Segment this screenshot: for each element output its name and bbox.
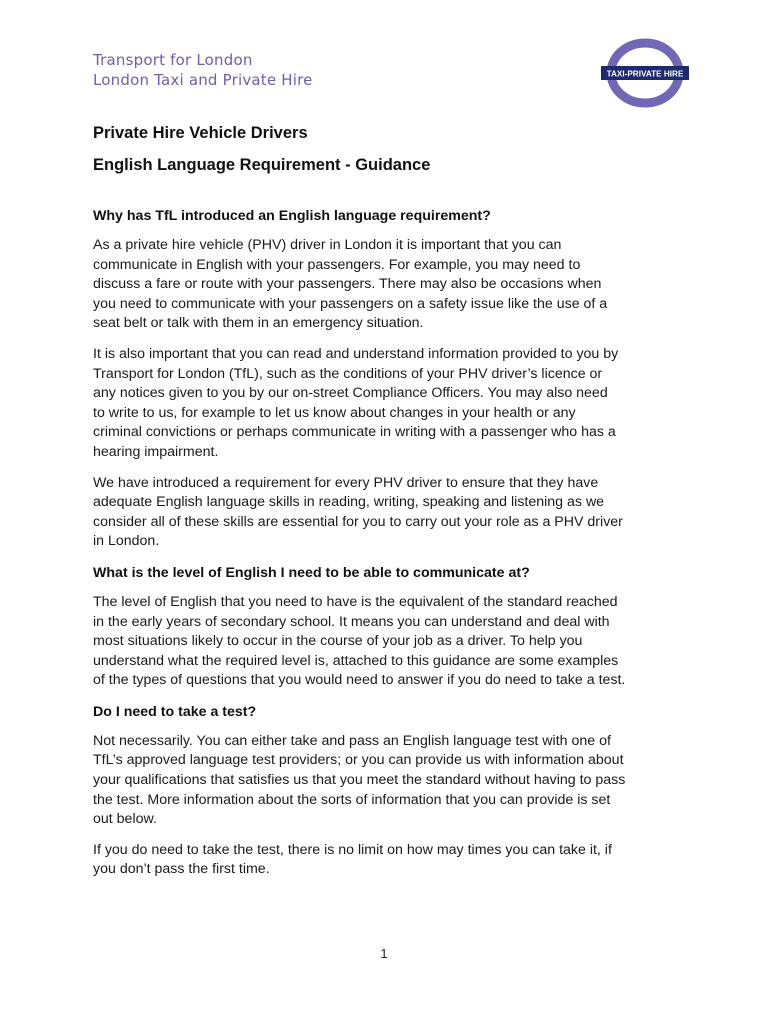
paragraph: The level of English that you need to have is the equivalent of the standard reached in the early years of secondary school. It means you can understand and deal with most situations likely to occur in the course of your job as a driver. To help you understand what the required level is, attached to this guidance are some examples of the types of questions that you would need to answer if you do need to take a test. [93, 593, 626, 689]
page-number: 1 [380, 946, 388, 961]
section-heading: Do I need to take a test? [93, 703, 257, 720]
paragraph: Not necessarily. You can either take and pass an English language test with one of TfL’s approved language test providers; or you can provide us with information about your qualifications that satisfies us that you meet the standard without having to pass the test. More information about the sorts of information that you can provide is set out below. [93, 732, 626, 828]
document-subtitle: English Language Requirement - Guidance [93, 156, 431, 174]
org-name: Transport for London [93, 51, 253, 69]
section-need-test [93, 702, 683, 880]
paragraph: As a private hire vehicle (PHV) driver in London it is important that you can communicate in English with your passengers. For example, you may need to discuss a fare or route with your passengers. There may also be occasions when you need to communicate with your passengers on a safety issue like the use of a seat belt or talk with them in an emergency situation. [93, 237, 608, 332]
paragraph: If you do need to take the test, there is no limit on how may times you can take it, if you don’t pass the first time. [93, 841, 612, 878]
paragraph: We have introduced a requirement for every PHV driver to ensure that they have adequate English language skills in reading, writing, speaking and listening as we consider all of these skills are essential for you to carry out your role as a PHV driver in London. [93, 474, 623, 550]
roundel-bar-text: TAXI-PRIVATE HIRE [606, 69, 684, 79]
paragraph: It is also important that you can read and understand information provided to you by Transport for London (TfL), such as the conditions of your PHV driver’s licence or any notices given to you by our on-street Compliance Officers. You may also need to write to us, for example to let us know about changes in your health or any criminal convictions or perhaps communicate in writing with a passenger who has a hearing impairment. [93, 345, 619, 460]
organisation-header [93, 50, 313, 90]
section-why-requirement [93, 206, 683, 552]
section-heading: What is the level of English I need to be able to communicate at? [93, 564, 530, 581]
tfl-roundel-logo [600, 38, 690, 108]
document-title: Private Hire Vehicle Drivers [93, 124, 308, 142]
section-level-of-english [93, 563, 683, 691]
document-body [93, 122, 683, 891]
section-heading: Why has TfL introduced an English language requirement? [93, 208, 491, 224]
org-division: London Taxi and Private Hire [93, 71, 313, 89]
